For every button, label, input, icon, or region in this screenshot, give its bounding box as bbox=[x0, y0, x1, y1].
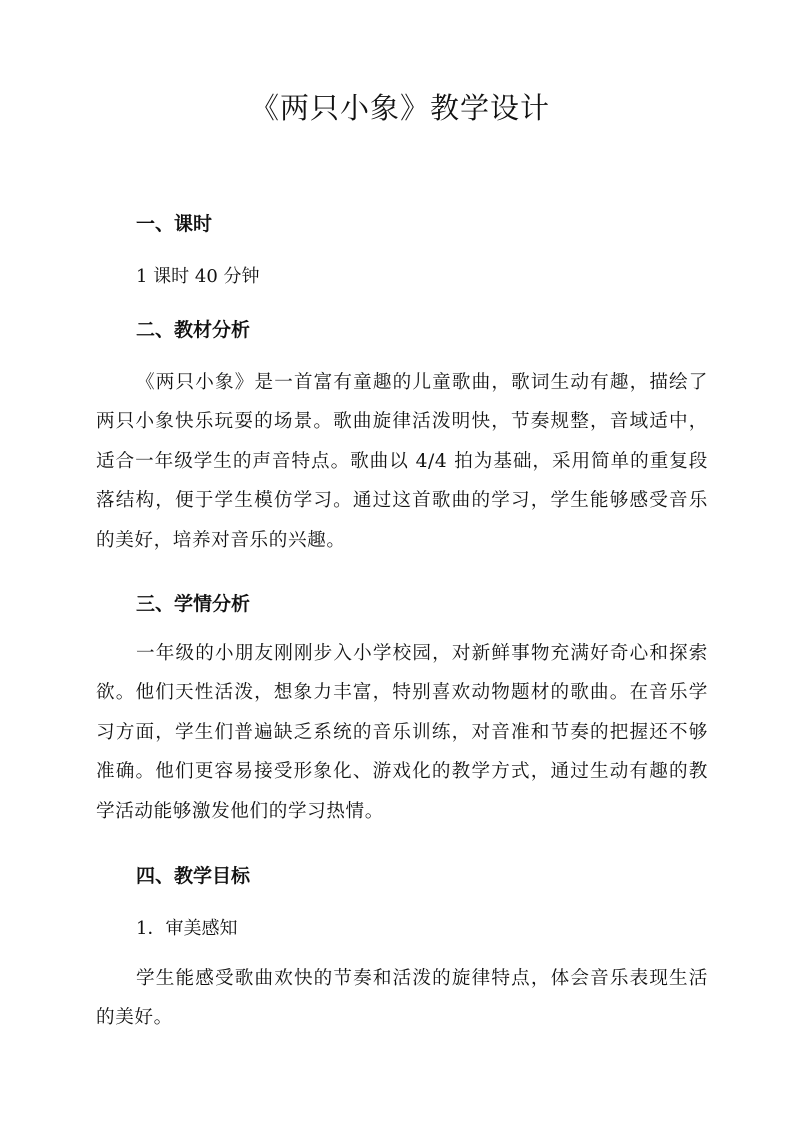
document-title: 《两只小象》教学设计 bbox=[249, 91, 550, 125]
section-heading-class-hours: 一、课时 bbox=[136, 213, 213, 235]
learner-analysis-paragraph: 一年级的小朋友刚刚步入小学校园，对新鲜事物充满好奇心和探索欲。他们天性活泼，想象力丰富，特别喜欢动物题材的歌曲。在音乐学习方面，学生们普遍缺乏系统的音乐训练，对音准和节奏的把握还不够准确。他们更容易接受形象化、游戏化的教学方式，通过生动有趣的教学活动能够激发他们的学习热情。 bbox=[96, 643, 708, 822]
class-hours-text: 1 课时 40 分钟 bbox=[136, 266, 260, 287]
section-heading-learner-analysis: 三、学情分析 bbox=[136, 593, 251, 615]
subheading-aesthetic-perception: 1．审美感知 bbox=[136, 918, 238, 939]
section-heading-teaching-goals: 四、教学目标 bbox=[136, 865, 251, 887]
aesthetic-perception-paragraph: 学生能感受歌曲欢快的节奏和活泼的旋律特点，体会音乐表现生活的美好。 bbox=[96, 968, 708, 1029]
material-analysis-paragraph: 《两只小象》是一首富有童趣的儿童歌曲，歌词生动有趣，描绘了两只小象快乐玩耍的场景。歌曲旋律活泼明快，节奏规整，音域适中，适合一年级学生的声音特点。歌曲以 4/4 拍为基础，采用简单的重复段落结构，便于学生模仿学习。通过这首歌曲的学习，学生能够感受音乐的美好，培养对音乐的兴趣。 bbox=[96, 372, 708, 551]
section-heading-material-analysis: 二、教材分析 bbox=[136, 319, 251, 341]
